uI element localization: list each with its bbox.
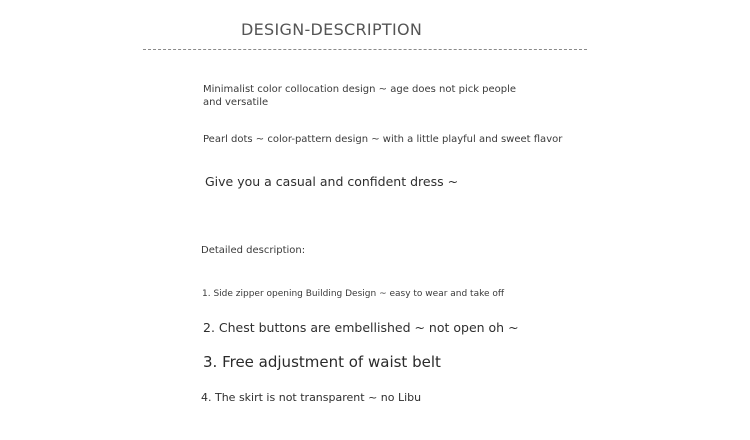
details-label: Detailed description: [201, 245, 306, 256]
dashed-divider [143, 49, 587, 50]
detail-item-2: 2. Chest buttons are embellished ~ not open oh ~ [203, 320, 519, 335]
intro-line-3: Give you a casual and confident dress ~ [205, 174, 459, 189]
intro-line-1: Minimalist color collocation design ~ age does not pick people and versatile [203, 84, 517, 108]
detail-item-3: 3. Free adjustment of waist belt [203, 353, 441, 371]
detail-item-1: 1. Side zipper opening Building Design ~ easy to wear and take off [202, 289, 505, 299]
detail-item-4: 4. The skirt is not transparent ~ no Libu [201, 391, 422, 404]
page-title: DESIGN-DESCRIPTION [241, 20, 423, 39]
intro-line-2: Pearl dots ~ color-pattern design ~ with a little playful and sweet flavor [203, 134, 563, 145]
